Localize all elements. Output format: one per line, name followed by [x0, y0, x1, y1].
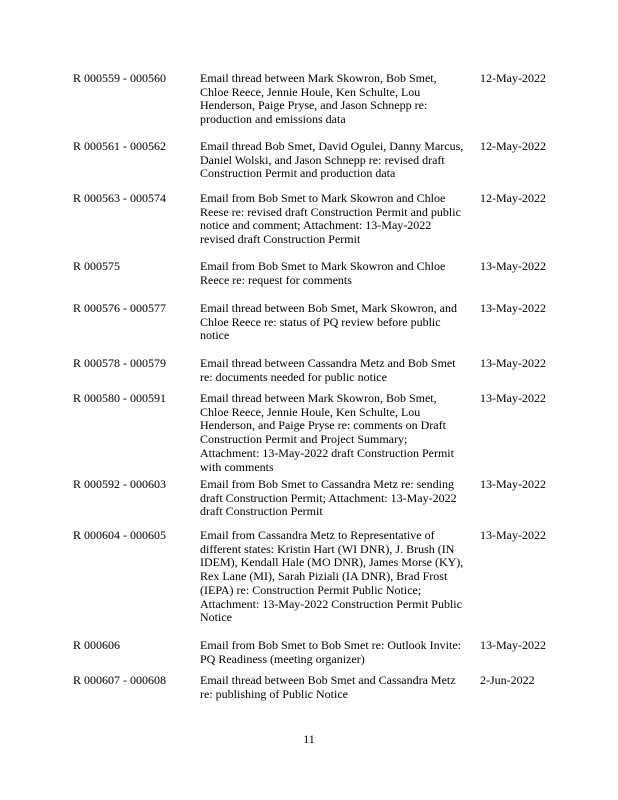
- bates-range: R 000559 - 000560: [73, 71, 166, 85]
- bates-range: R 000606: [73, 638, 121, 652]
- table-row: [0, 392, 618, 478]
- table-row: [0, 478, 618, 529]
- entry-description: Email from Bob Smet to Cassandra Metz re: sending draft Construction Permit; Attachment: 13-May-2022 draft Construction Permit: [200, 477, 457, 519]
- page-number: 11: [303, 732, 315, 746]
- bates-range: R 000575: [73, 259, 121, 273]
- table-row: [0, 302, 618, 357]
- entry-description: Email thread between Cassandra Metz and Bob Smet re: documents needed for public notice: [200, 356, 456, 384]
- table-row: [0, 639, 618, 674]
- entry-date: 12-May-2022: [480, 71, 546, 85]
- document-entries-table: [0, 72, 618, 704]
- bates-range: R 000578 - 000579: [73, 356, 166, 370]
- entry-date: 13-May-2022: [480, 301, 546, 315]
- entry-date: 13-May-2022: [480, 638, 546, 652]
- entry-date: 13-May-2022: [480, 356, 546, 370]
- table-row: [0, 529, 618, 639]
- entry-description: Email thread Bob Smet, David Ogulei, Danny Marcus, Daniel Wolski, and Jason Schnepp re: revised draft Construction Permit and production data: [200, 139, 464, 181]
- entry-description: Email from Bob Smet to Mark Skowron and Chloe Reece re: request for comments: [200, 259, 446, 287]
- table-row: [0, 140, 618, 192]
- entry-description: Email thread between Mark Skowron, Bob Smet, Chloe Reece, Jennie Houle, Ken Schulte, Lou Henderson, Paige Pryse, and Jason Schnepp re: production and emissions data: [200, 71, 437, 127]
- entry-description: Email from Cassandra Metz to Representative of different states: Kristin Hart (WI DNR), J. Brush (IN IDEM), Kendall Hale (MO DNR), James Morse (KY), Rex Lane (MI), Sarah Piziali (IA DNR), Brad Frost (IEPA) re: Construction Permit Public Notice; Attachment: 13-May-2022 Construction Permit Public Notice: [200, 528, 464, 625]
- entry-date: 13-May-2022: [480, 528, 546, 542]
- bates-range: R 000592 - 000603: [73, 477, 166, 491]
- table-row: [0, 357, 618, 392]
- bates-range: R 000607 - 000608: [73, 673, 166, 687]
- entry-description: Email thread between Bob Smet and Cassandra Metz re: publishing of Public Notice: [200, 673, 456, 701]
- table-row: [0, 674, 618, 704]
- entry-description: Email from Bob Smet to Bob Smet re: Outlook Invite: PQ Readiness (meeting organizer): [200, 638, 461, 666]
- bates-range: R 000580 - 000591: [73, 391, 166, 405]
- entry-date: 13-May-2022: [480, 259, 546, 273]
- entry-date: 12-May-2022: [480, 139, 546, 153]
- entry-description: Email from Bob Smet to Mark Skowron and Chloe Reese re: revised draft Construction Permit and public notice and comment; Attachment: 13-May-2022 revised draft Construction Permit: [200, 191, 461, 247]
- bates-range: R 000604 - 000605: [73, 528, 166, 542]
- entry-date: 2-Jun-2022: [480, 673, 535, 687]
- table-row: [0, 72, 618, 140]
- entry-description: Email thread between Bob Smet, Mark Skowron, and Chloe Reece re: status of PQ review before public notice: [200, 301, 457, 343]
- table-row: [0, 260, 618, 302]
- entry-date: 13-May-2022: [480, 391, 546, 405]
- bates-range: R 000563 - 000574: [73, 191, 166, 205]
- entry-date: 12-May-2022: [480, 191, 546, 205]
- table-row: [0, 192, 618, 260]
- bates-range: R 000576 - 000577: [73, 301, 166, 315]
- entry-description: Email thread between Mark Skowron, Bob Smet, Chloe Reece, Jennie Houle, Ken Schulte, Lou Henderson, and Paige Pryse re: comments on Draft Construction Permit and Project Summary; Attachment: 13-May-2022 draft Construction Permit with comments: [200, 391, 454, 474]
- bates-range: R 000561 - 000562: [73, 139, 166, 153]
- entry-date: 13-May-2022: [480, 477, 546, 491]
